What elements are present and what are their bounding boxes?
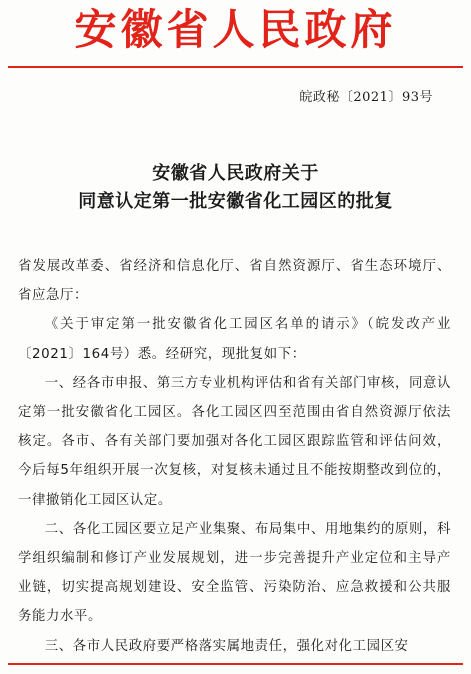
paragraph-4: 三、各市人民政府要严格落实属地责任，强化对化工园区安 xyxy=(44,638,409,654)
title-line-1: 安徽省人民政府关于 xyxy=(152,163,319,184)
masthead-red-rule xyxy=(8,66,463,68)
bottom-red-rule xyxy=(8,663,463,665)
addressee: 省发展改革委、省经济和信息化厅、省自然资源厅、省生态环境厅、省应急厅： xyxy=(18,259,451,304)
document-title xyxy=(0,160,471,216)
document-body xyxy=(18,252,451,661)
document-number: 皖政秘〔2021〕93号 xyxy=(299,90,433,105)
masthead-title: 安徽省人民政府 xyxy=(74,5,397,54)
paragraph-1: 《关于审定第一批安徽省化工园区名单的请示》（皖发改产业〔2021〕164号）悉。经研究，现批复如下： xyxy=(18,317,451,362)
paragraph-2: 一、经各市申报、第三方专业机构评估和省有关部门审核，同意认定第一批安徽省化工园区。各化工园区四至范围由省自然资源厅依法核定。各市、各有关部门要加强对各化工园区跟踪监管和评估问效，今后每5年组织开展一次复核，对复核未通过且不能按期整改到位的，一律撤销化工园区认定。 xyxy=(18,375,451,508)
paragraph-3: 二、各化工园区要立足产业集聚、布局集中、用地集约的原则，科学组织编制和修订产业发展规划，进一步完善提升产业定位和主导产业链，切实提高规划建设、安全监管、污染防治、应急救援和公共服务能力水平。 xyxy=(18,521,451,625)
title-line-2: 同意认定第一批安徽省化工园区的批复 xyxy=(78,191,393,212)
